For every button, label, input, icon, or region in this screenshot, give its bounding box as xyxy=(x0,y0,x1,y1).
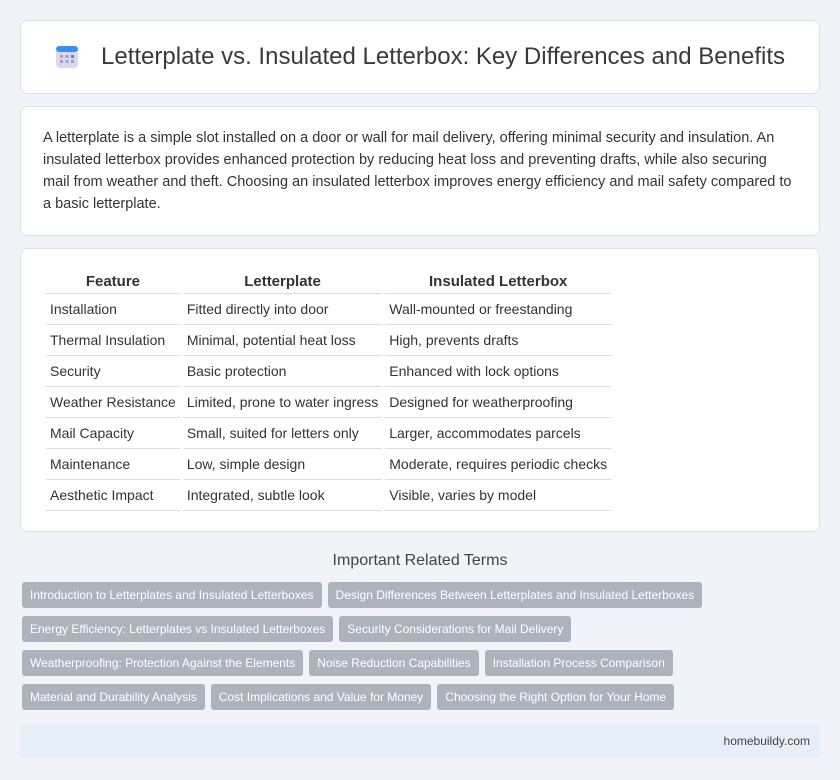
table-cell: Basic protection xyxy=(183,356,382,387)
related-term-tag[interactable]: Design Differences Between Letterplates and Insulated Letterboxes xyxy=(328,582,703,608)
related-term-tag[interactable]: Introduction to Letterplates and Insulated Letterboxes xyxy=(22,582,322,608)
comparison-table xyxy=(43,269,614,511)
column-header: Letterplate xyxy=(183,269,382,294)
table-cell: Wall-mounted or freestanding xyxy=(385,294,611,325)
column-header: Feature xyxy=(46,269,180,294)
related-term-tag[interactable]: Cost Implications and Value for Money xyxy=(211,684,432,710)
table-cell: Aesthetic Impact xyxy=(46,480,180,511)
table-row xyxy=(46,480,611,511)
table-row xyxy=(46,294,611,325)
table-cell: Maintenance xyxy=(46,449,180,480)
related-term-tag[interactable]: Installation Process Comparison xyxy=(485,650,673,676)
table-cell: Weather Resistance xyxy=(46,387,180,418)
table-row xyxy=(46,356,611,387)
table-cell: Larger, accommodates parcels xyxy=(385,418,611,449)
related-term-tag[interactable]: Noise Reduction Capabilities xyxy=(309,650,478,676)
related-term-tag[interactable]: Material and Durability Analysis xyxy=(22,684,205,710)
table-row xyxy=(46,387,611,418)
table-cell: Low, simple design xyxy=(183,449,382,480)
table-cell: Mail Capacity xyxy=(46,418,180,449)
related-term-tag[interactable]: Energy Efficiency: Letterplates vs Insulated Letterboxes xyxy=(22,616,333,642)
table-cell: Small, suited for letters only xyxy=(183,418,382,449)
table-row xyxy=(46,325,611,356)
table-cell: Designed for weatherproofing xyxy=(385,387,611,418)
table-cell: Thermal Insulation xyxy=(46,325,180,356)
intro-text: A letterplate is a simple slot installed on a door or wall for mail delivery, offering minimal security and insulation. An insulated letterbox provides enhanced protection by reducing heat loss and preventing drafts, while also securing mail from weather and theft. Choosing an insulated letterbox improves energy efficiency and mail safety compared to a basic letterplate. xyxy=(20,106,820,236)
table-cell: Limited, prone to water ingress xyxy=(183,387,382,418)
table-cell: High, prevents drafts xyxy=(385,325,611,356)
terms-title: Important Related Terms xyxy=(332,552,508,569)
column-header: Insulated Letterbox xyxy=(385,269,611,294)
footer xyxy=(20,724,820,758)
related-terms xyxy=(20,582,820,710)
footer-site[interactable]: homebuildy.com xyxy=(723,734,810,748)
page-title: Letterplate vs. Insulated Letterbox: Key Differences and Benefits xyxy=(101,43,785,70)
table-cell: Moderate, requires periodic checks xyxy=(385,449,611,480)
table-cell: Integrated, subtle look xyxy=(183,480,382,511)
table-cell: Installation xyxy=(46,294,180,325)
table-cell: Visible, varies by model xyxy=(385,480,611,511)
related-term-tag[interactable]: Choosing the Right Option for Your Home xyxy=(437,684,674,710)
table-row xyxy=(46,449,611,480)
table-row xyxy=(46,418,611,449)
related-term-tag[interactable]: Weatherproofing: Protection Against the Elements xyxy=(22,650,303,676)
table-cell: Minimal, potential heat loss xyxy=(183,325,382,356)
table-cell: Enhanced with lock options xyxy=(385,356,611,387)
table-cell: Fitted directly into door xyxy=(183,294,382,325)
related-term-tag[interactable]: Security Considerations for Mail Delivery xyxy=(339,616,571,642)
table-cell: Security xyxy=(46,356,180,387)
page-header xyxy=(20,20,820,94)
calendar-icon xyxy=(55,45,79,69)
